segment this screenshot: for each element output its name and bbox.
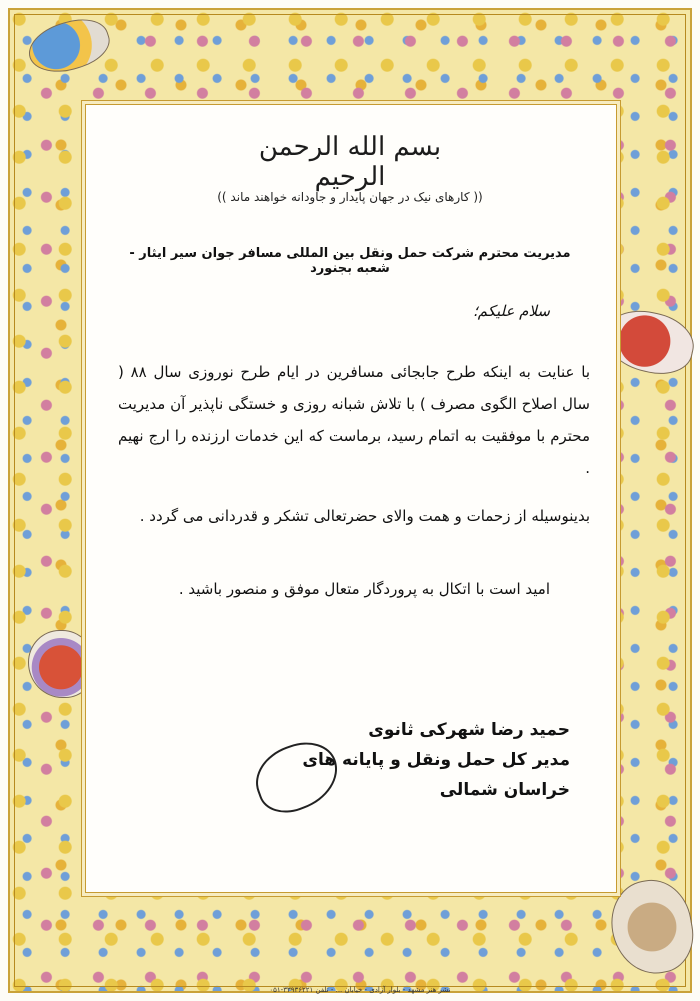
bismillah-heading: بسم الله الرحمن الرحيم (258, 132, 442, 192)
body-paragraph-3: امید است با اتکال به پروردگار متعال موفق و منصور باشید . (178, 580, 550, 598)
addressee-line: مدیریت محترم شرکت حمل ونقل بین المللی مسافر جوان سیر ایثار - شعبه بجنورد (129, 246, 571, 276)
signatory-title-line2: خراسان شمالی (439, 780, 570, 800)
printer-footer: نشر هنر مشهد - بلوار آزادی - خیابان ... - تلفن ۳۳۹۳۶۲۲۱-۰۵۱ (269, 986, 451, 994)
body-paragraph-1: با عنایت به اینکه طرح جابجائی مسافرین در ایام طرح نوروزی سال ۸۸ ( سال اصلاح الگوی مصرف ) با تلاش شبانه روزی و خستگی ناپذیر آن مدیریت محترم با موفقیت به اتمام رسید، برماست که این خدمات ارزنده را ارج نهیم . (118, 363, 590, 477)
motto-line: (( کارهای نیک در جهان پایدار و جاودانه خواهند ماند )) (217, 190, 483, 204)
body-paragraph-2: بدینوسیله از زحمات و همت والای حضرتعالی تشکر و قدردانی می گردد . (139, 507, 590, 525)
signatory-title-line1: مدیر کل حمل ونقل و پایانه های (302, 750, 570, 770)
greeting: سلام علیکم؛ (472, 302, 550, 320)
signatory-name: حمید رضا شهرکی ثانوی (368, 720, 570, 740)
